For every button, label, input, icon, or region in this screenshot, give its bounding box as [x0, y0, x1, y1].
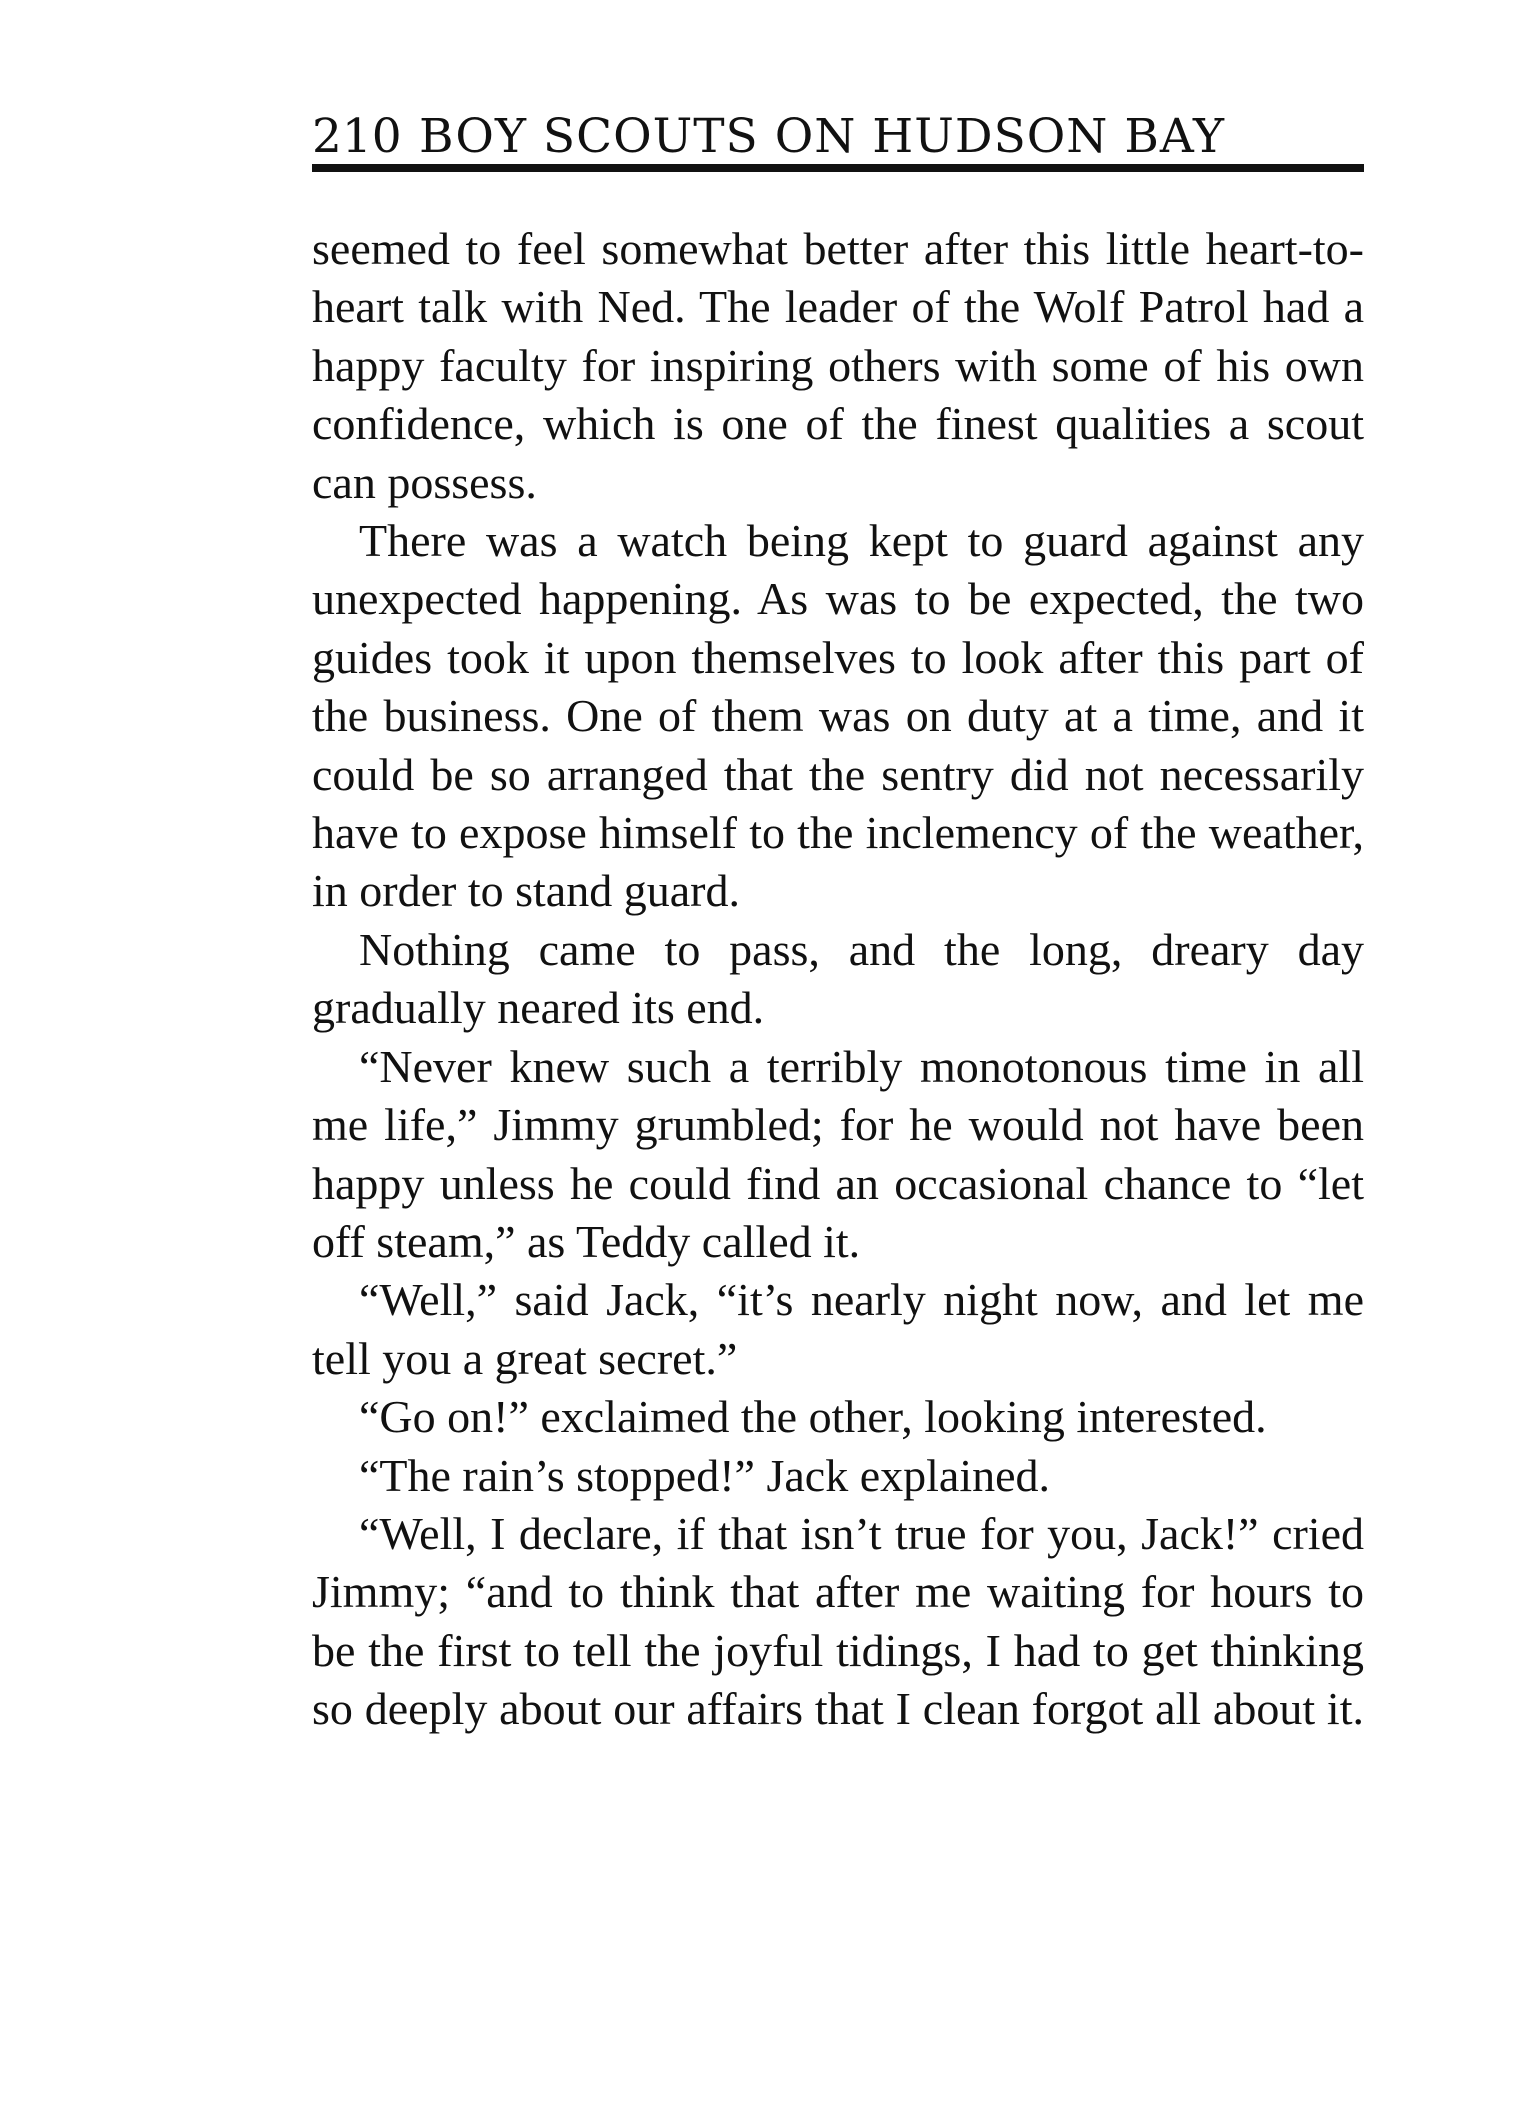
header-rule: [312, 164, 1364, 172]
page-number: 210: [312, 109, 402, 164]
page-header: [312, 108, 1364, 166]
paragraph-1: seemed to feel somewhat better after this little heart-to-heart talk with Ned. The leader of the Wolf Patrol had a happy faculty for inspiring others with some of his own confidence, which is one of the finest qualities a scout can possess.: [312, 223, 1364, 508]
paragraph-4: “Never knew such a terribly monotonous time in all me life,” Jimmy grumbled; for he would not have been happy unless he could find an occasional chance to “let off steam,” as Teddy called it.: [312, 1040, 1364, 1267]
body-text: [312, 220, 1364, 1739]
running-title: BOY SCOUTS ON HUDSON BAY: [419, 109, 1225, 164]
paragraph-7: “The rain’s stopped!” Jack explained.: [359, 1449, 1051, 1501]
paragraph-5: “Well,” said Jack, “it’s nearly night now, and let me tell you a great secret.”: [312, 1274, 1364, 1384]
paragraph-3: Nothing came to pass, and the long, dreary day gradually neared its end.: [312, 923, 1364, 1034]
paragraph-6: “Go on!” exclaimed the other, looking interested.: [359, 1391, 1267, 1443]
paragraph-8: “Well, I declare, if that isn’t true for you, Jack!” cried Jimmy; “and to think that after me waiting for hours to be the first to tell the joyful tidings, I had to get thinking so deeply about our affairs that I clean forgot all about it.: [312, 1507, 1364, 1735]
paragraph-2: There was a watch being kept to guard against any unexpected happening. As was to be expected, the two guides took it upon themselves to look after this part of the business. One of them was on duty at a time, and it could be so arranged that the sentry did not necessarily have to expose himself to the inclemency of the weather, in order to stand guard.: [312, 515, 1364, 917]
